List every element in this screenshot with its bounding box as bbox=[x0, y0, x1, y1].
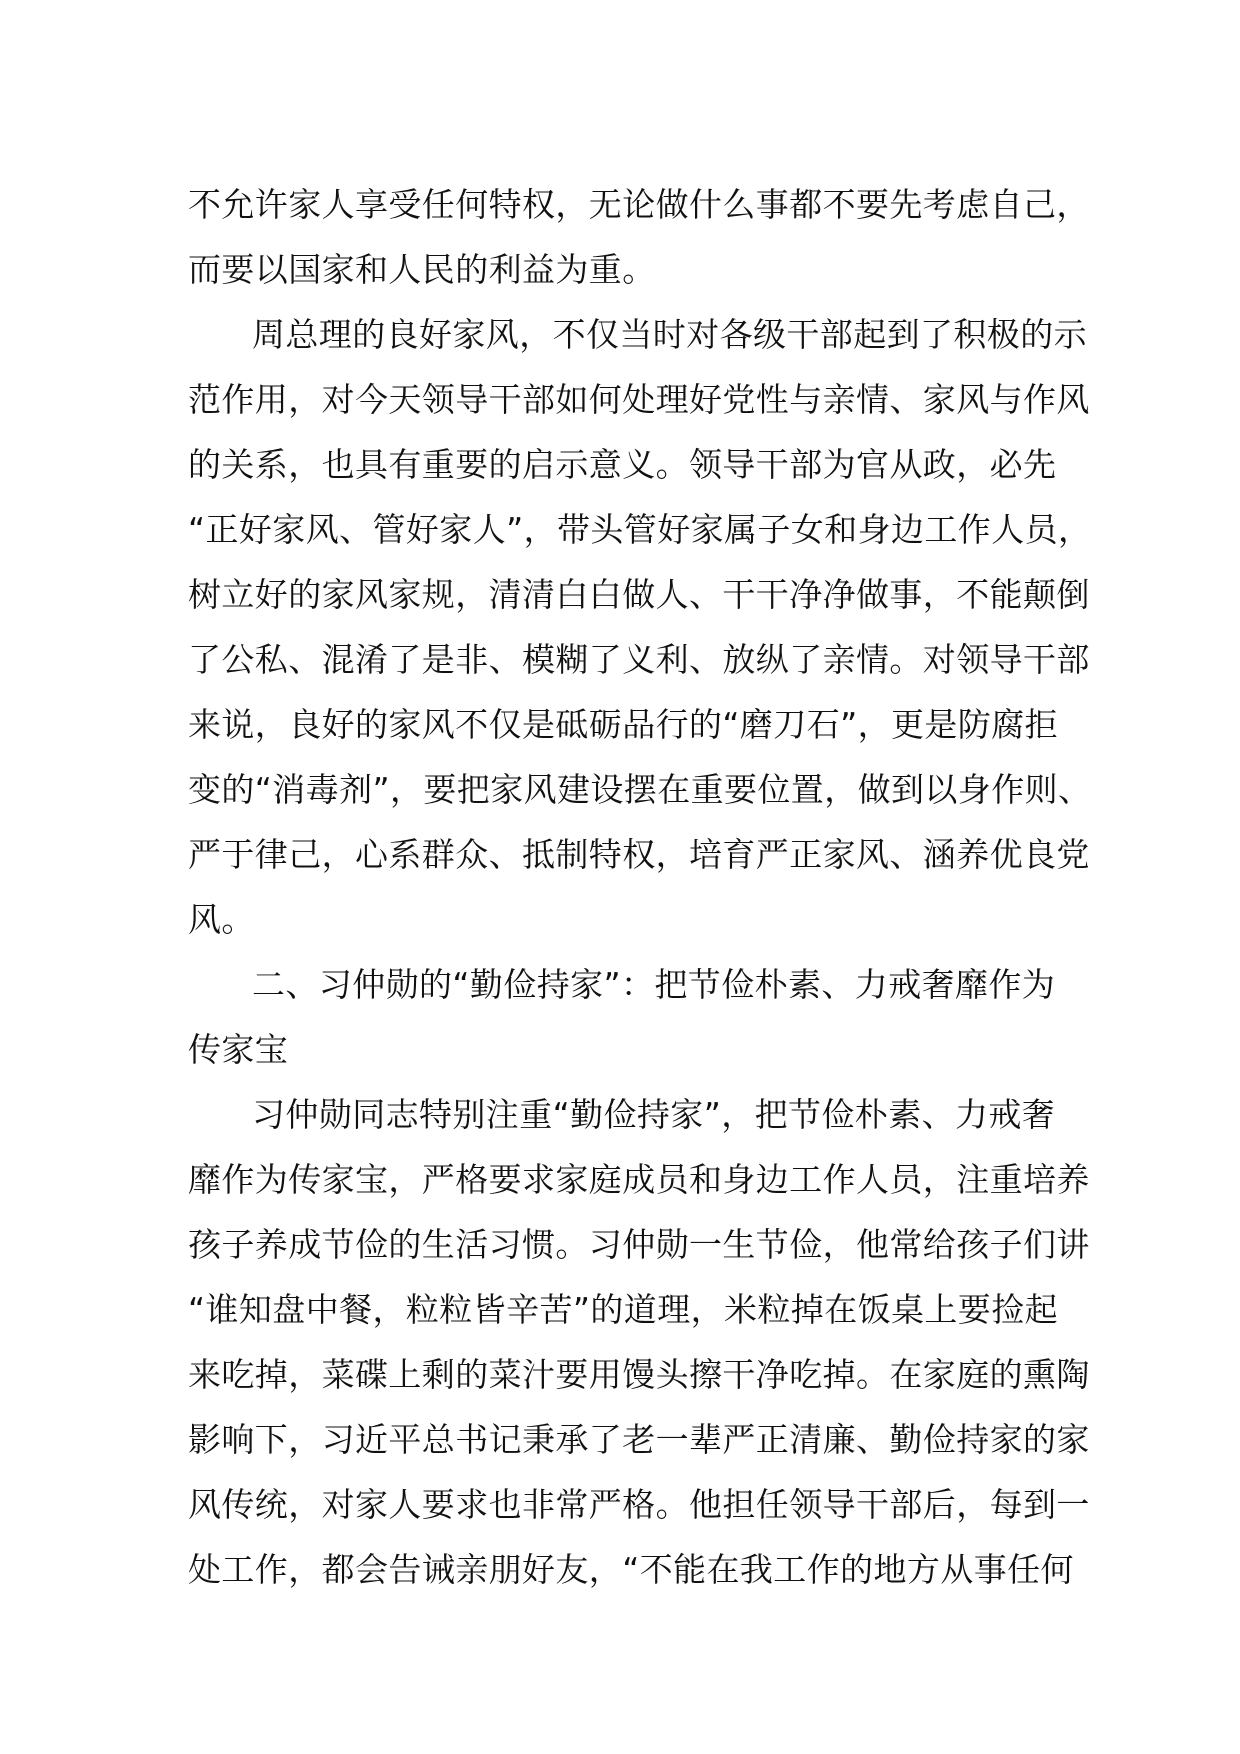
body-text bbox=[188, 172, 1092, 1602]
text-line-20: 影响下，习近平总书记秉承了老一辈严正清廉、勤俭持家的家 bbox=[188, 1420, 1090, 1459]
section-heading-line-2: 传家宝 bbox=[188, 1030, 289, 1069]
text-line-5: 的关系，也具有重要的启示意义。领导干部为官从政，必先 bbox=[188, 445, 1057, 484]
text-line-16: 靡作为传家宝，严格要求家庭成员和身边工作人员，注重培养 bbox=[188, 1160, 1090, 1199]
text-line-3: 周总理的良好家风，不仅当时对各级干部起到了积极的示 bbox=[252, 315, 1087, 354]
text-line-1: 不允许家人享受任何特权，无论做什么事都不要先考虑自己， bbox=[188, 185, 1090, 224]
text-line-19: 来吃掉，菜碟上剩的菜汁要用馒头擦干净吃掉。在家庭的熏陶 bbox=[188, 1355, 1090, 1394]
text-line-4: 范作用，对今天领导干部如何处理好党性与亲情、家风与作风 bbox=[188, 380, 1090, 419]
section-heading-line-1: 二、习仲勋的“勤俭持家”：把节俭朴素、力戒奢靡作为 bbox=[252, 965, 1056, 1004]
text-line-15: 习仲勋同志特别注重“勤俭持家”，把节俭朴素、力戒奢 bbox=[252, 1095, 1056, 1134]
text-line-9: 来说，良好的家风不仅是砥砺品行的“磨刀石”，更是防腐拒 bbox=[188, 705, 1058, 744]
text-line-21: 风传统，对家人要求也非常严格。他担任领导干部后，每到一 bbox=[188, 1485, 1090, 1524]
text-line-10: 变的“消毒剂”，要把家风建设摆在重要位置，做到以身作则、 bbox=[188, 770, 1092, 809]
text-line-11: 严于律己，心系群众、抵制特权，培育严正家风、涵养优良党 bbox=[188, 835, 1090, 874]
text-line-7: 树立好的家风家规，清清白白做人、干干净净做事，不能颠倒 bbox=[188, 575, 1090, 614]
text-line-12: 风。 bbox=[188, 900, 255, 939]
text-line-17: 孩子养成节俭的生活习惯。习仲勋一生节俭，他常给孩子们讲 bbox=[188, 1225, 1090, 1264]
text-line-22: 处工作，都会告诫亲朋好友，“不能在我工作的地方从事任何 bbox=[188, 1550, 1074, 1589]
text-line-8: 了公私、混淆了是非、模糊了义利、放纵了亲情。对领导干部 bbox=[188, 640, 1090, 679]
text-line-18: “谁知盘中餐，粒粒皆辛苦”的道理，米粒掉在饭桌上要捡起 bbox=[188, 1290, 1058, 1329]
text-line-2: 而要以国家和人民的利益为重。 bbox=[188, 250, 656, 289]
text-line-6: “正好家风、管好家人”，带头管好家属子女和身边工作人员， bbox=[188, 510, 1092, 549]
